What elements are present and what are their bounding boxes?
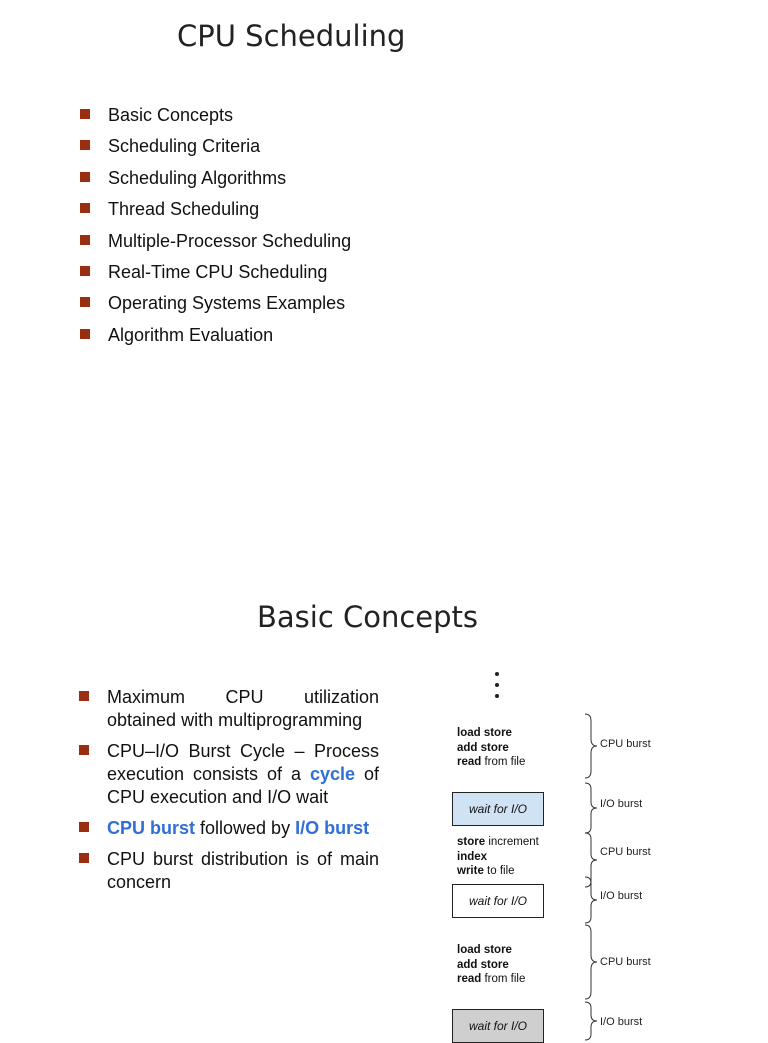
square-bullet-icon [80, 329, 90, 339]
list-item: Real-Time CPU Scheduling [108, 261, 351, 292]
topic-list [108, 104, 351, 355]
brace-icon [584, 782, 598, 834]
io-burst-label: I/O burst [600, 890, 643, 902]
square-bullet-icon [80, 235, 90, 245]
code-block: load store add store read from file [457, 727, 526, 768]
cpu-burst-label: CPU burst [600, 956, 651, 968]
list-item: Maximum CPU utilization obtained with multiprogramming [107, 686, 379, 732]
ellipsis-icon [495, 672, 501, 705]
code-block: load store add store read from file [457, 944, 526, 985]
highlight-term: I/O burst [295, 818, 370, 838]
list-item: Algorithm Evaluation [108, 324, 351, 355]
list-item: Basic Concepts [108, 104, 351, 135]
io-wait-box: wait for I/O [452, 1009, 544, 1043]
cpu-io-burst-diagram [430, 672, 760, 1032]
square-bullet-icon [80, 297, 90, 307]
brace-icon [584, 1001, 598, 1041]
square-bullet-icon [79, 691, 89, 701]
list-item: Scheduling Criteria [108, 135, 351, 166]
list-item: CPU burst distribution is of main concern [107, 848, 379, 894]
highlight-term: cycle [309, 764, 356, 784]
io-wait-box: wait for I/O [452, 884, 544, 918]
io-burst-label: I/O burst [600, 1016, 643, 1028]
square-bullet-icon [79, 853, 89, 863]
list-item: CPU burst followed by I/O burst [107, 817, 379, 840]
io-wait-box: wait for I/O [452, 792, 544, 826]
brace-icon [584, 713, 598, 779]
concept-list [107, 686, 379, 902]
slide-title: Basic Concepts [257, 600, 479, 634]
cpu-burst-label: CPU burst [600, 846, 651, 858]
square-bullet-icon [80, 140, 90, 150]
square-bullet-icon [80, 109, 90, 119]
square-bullet-icon [80, 203, 90, 213]
list-item: Operating Systems Examples [108, 292, 351, 323]
code-block: store increment index write to file [457, 836, 539, 877]
cpu-burst-label: CPU burst [600, 738, 651, 750]
square-bullet-icon [79, 822, 89, 832]
list-item: Scheduling Algorithms [108, 167, 351, 198]
square-bullet-icon [80, 266, 90, 276]
square-bullet-icon [79, 745, 89, 755]
slide-basic-concepts [0, 576, 768, 1033]
highlight-term: CPU burst [107, 818, 196, 838]
list-item: CPU–I/O Burst Cycle – Process execution consists of a cycle of CPU execution and I/O wait [107, 740, 379, 809]
brace-icon [584, 924, 598, 1000]
list-item: Multiple-Processor Scheduling [108, 230, 351, 261]
slide-title: CPU Scheduling [177, 19, 406, 53]
list-item: Thread Scheduling [108, 198, 351, 229]
square-bullet-icon [80, 172, 90, 182]
brace-icon [584, 876, 598, 924]
io-burst-label: I/O burst [600, 798, 643, 810]
